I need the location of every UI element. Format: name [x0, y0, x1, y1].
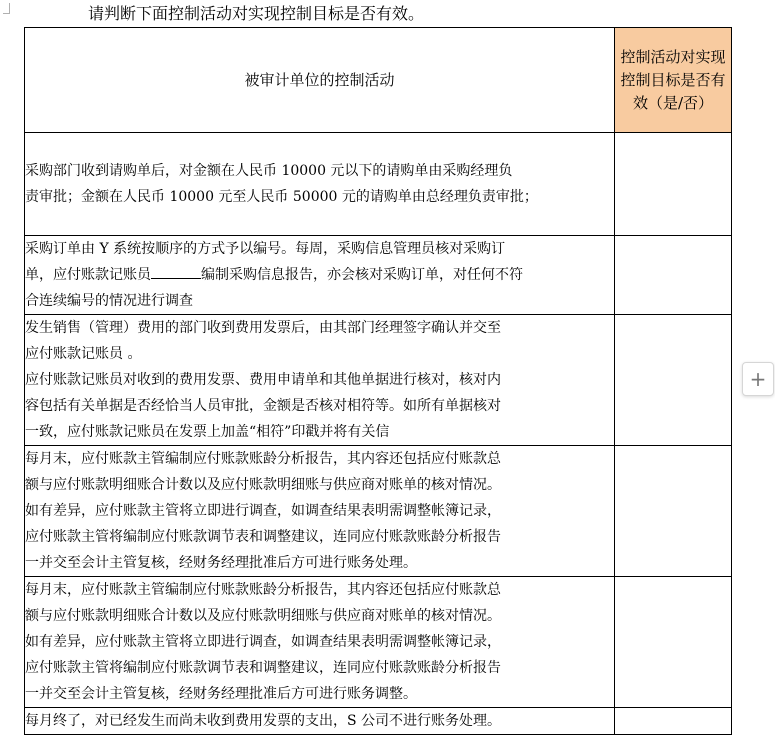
activity-cell [25, 577, 615, 708]
activity-line: 每月终了，对已经发生而尚未收到费用发票的支出，S 公司不进行账务处理。 [25, 713, 502, 729]
activity-line: 一致，应付账款记账员在发票上加盖“相符”印戳并将有关信 [25, 424, 390, 440]
plus-icon: + [749, 367, 767, 391]
table-row [25, 236, 732, 315]
table-header-row [25, 28, 732, 133]
activity-line: 每月末，应付账款主管编制应付账款账龄分析报告，其内容还包括应付账款总 [25, 451, 501, 467]
activity-line: 每月末，应付账款主管编制应付账款账龄分析报告，其内容还包括应付账款总 [25, 582, 501, 598]
fill-in-blank [151, 264, 201, 279]
answer-cell[interactable] [615, 446, 732, 577]
table-row [25, 577, 732, 708]
activity-line: 采购订单由 Y 系统按顺序的方式予以编号。每周，采购信息管理员核对采购订 [25, 241, 506, 257]
activity-line: 如有差异，应付账款主管将立即进行调查，如调查结果表明需调整帐簿记录， [25, 503, 501, 519]
table-row [25, 315, 732, 446]
activity-line: 应付账款记账员对收到的费用发票、费用申请单和其他单据进行核对，核对内 [25, 372, 501, 388]
header-activity: 被审计单位的控制活动 [25, 28, 615, 133]
corner-crop-mark [3, 3, 10, 14]
activity-line: 采购部门收到请购单后，对金额在人民币 10000 元以下的请购单由采购经理负 [25, 163, 513, 179]
header-effectiveness: 控制活动对实现控制目标是否有效（是/否） [615, 28, 732, 133]
activity-line: 一并交至会计主管复核，经财务经理批准后方可进行账务处理。 [25, 555, 417, 571]
activity-line: 合连续编号的情况进行调查 [25, 293, 193, 309]
table-row [25, 708, 732, 735]
table-row [25, 133, 732, 236]
activity-text: 单，应付账款记账员 [25, 267, 151, 283]
answer-cell[interactable] [615, 236, 732, 315]
table-row [25, 446, 732, 577]
activity-line: 应付账款主管将编制应付账款调节表和调整建议，连同应付账款账龄分析报告 [25, 660, 501, 676]
activity-line: 如有差异，应付账款主管将立即进行调查，如调查结果表明需调整帐簿记录， [25, 634, 501, 650]
activity-cell [25, 236, 615, 315]
activity-line: 一并交至会计主管复核，经财务经理批准后方可进行账务调整。 [25, 686, 417, 702]
activity-cell [25, 708, 615, 735]
activity-cell [25, 446, 615, 577]
answer-cell[interactable] [615, 315, 732, 446]
activity-cell [25, 315, 615, 446]
activity-line [25, 262, 614, 288]
activity-line: 应付账款记账员 。 [25, 346, 142, 362]
answer-cell[interactable] [615, 708, 732, 735]
activity-line: 应付账款主管将编制应付账款调节表和调整建议，连同应付账款账龄分析报告 [25, 529, 501, 545]
activity-line: 容包括有关单据是否经恰当人员审批，金额是否核对相符等。如所有单据核对 [25, 398, 501, 414]
answer-cell[interactable] [615, 577, 732, 708]
instruction-text: 请判断下面控制活动对实现控制目标是否有效。 [88, 4, 425, 23]
control-activities-table [24, 27, 732, 735]
activity-line: 发生销售（管理）费用的部门收到费用发票后，由其部门经理签字确认并交至 [25, 320, 501, 336]
activity-cell [25, 133, 615, 236]
add-button[interactable] [742, 362, 774, 396]
answer-cell[interactable] [615, 133, 732, 236]
activity-line: 额与应付账款明细账合计数以及应付账款明细账与供应商对账单的核对情况。 [25, 477, 501, 493]
activity-line: 责审批；金额在人民币 10000 元至人民币 50000 元的请购单由总经理负责审批； [25, 189, 538, 205]
activity-text: 编制采购信息报告，亦会核对采购订单，对任何不符 [201, 267, 523, 283]
activity-line: 额与应付账款明细账合计数以及应付账款明细账与供应商对账单的核对情况。 [25, 608, 501, 624]
